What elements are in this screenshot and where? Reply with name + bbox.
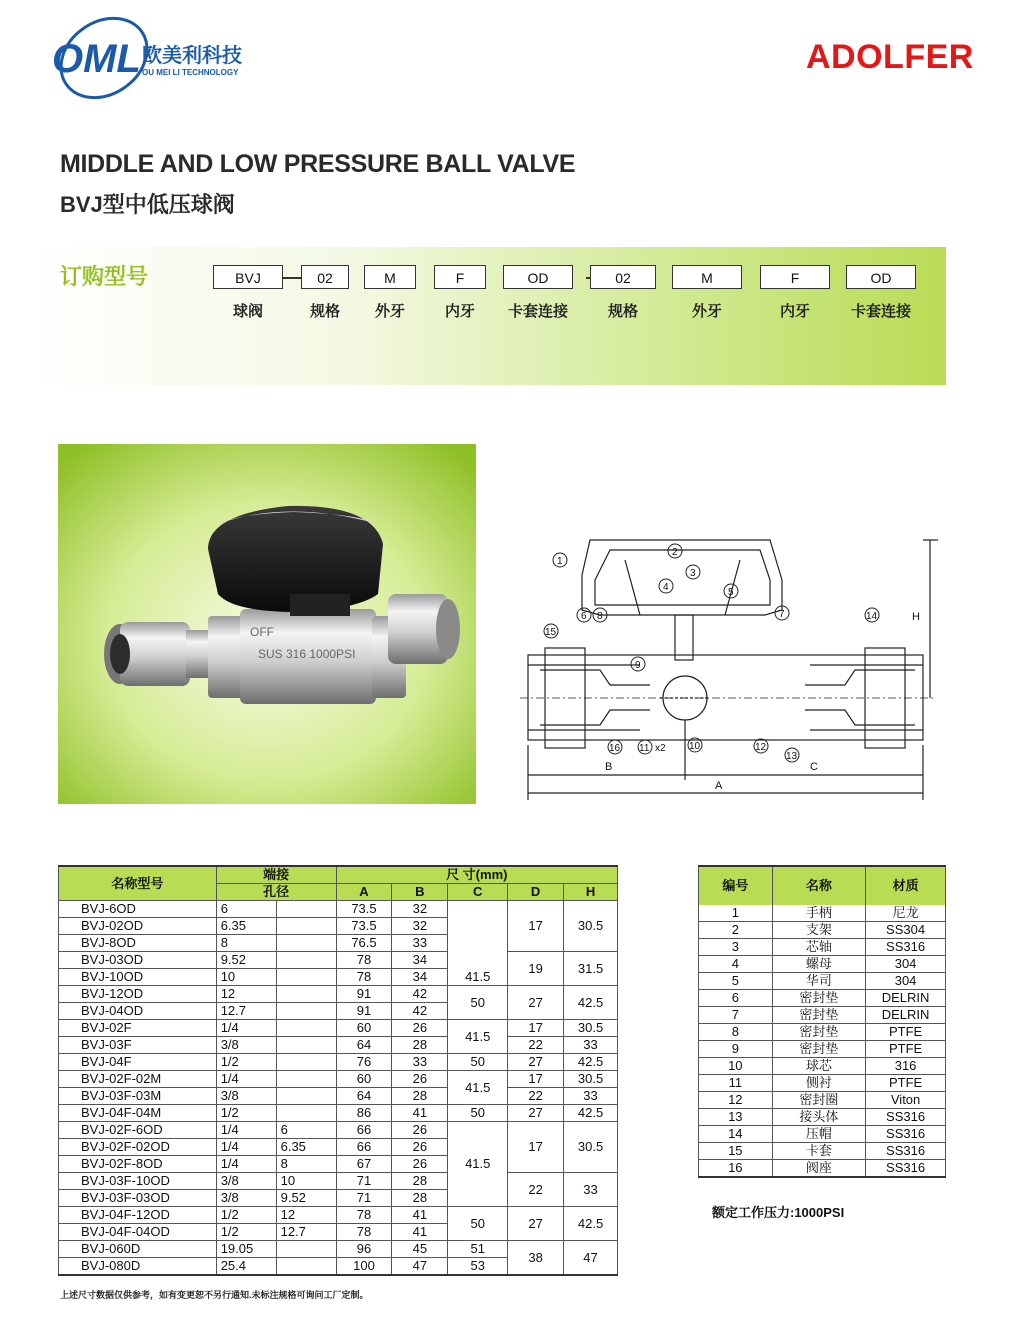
table-row: BVJ-8OD 8 76.5 33 — [59, 935, 618, 952]
callout: 4 — [663, 582, 669, 593]
callout: 11 — [639, 743, 650, 754]
callout: 3 — [690, 568, 696, 579]
code-box-size: 02 — [301, 265, 349, 289]
part-material: PTFE — [866, 1024, 946, 1041]
parts-row — [699, 922, 946, 939]
part-number: 10 — [699, 1058, 773, 1075]
page-title-en: MIDDLE AND LOW PRESSURE BALL VALVE — [60, 150, 576, 178]
code-box-male-2: M — [672, 265, 742, 289]
code-box-od-2: OD — [846, 265, 916, 289]
callout: 5 — [728, 587, 734, 598]
table-row: BVJ-03F-03OD 3/8 9.52 71 28 — [59, 1190, 618, 1207]
code-caption: 规格 — [309, 303, 340, 320]
callout: 15 — [545, 627, 557, 638]
part-name: 密封垫 — [772, 1041, 866, 1058]
part-number: 16 — [699, 1160, 773, 1178]
company-logo — [44, 6, 274, 106]
parts-row — [699, 1058, 946, 1075]
parts-row — [699, 990, 946, 1007]
part-material: Viton — [866, 1092, 946, 1109]
parts-row — [699, 1007, 946, 1024]
parts-row — [699, 1041, 946, 1058]
code-box-valve: BVJ — [213, 265, 283, 289]
table-row: BVJ-03F-03M 3/8 64 28 22 33 — [59, 1088, 618, 1105]
part-number: 2 — [699, 922, 773, 939]
parts-row — [699, 905, 946, 922]
table-row: BVJ-04OD 12.7 91 42 — [59, 1003, 618, 1020]
part-material: SS304 — [866, 922, 946, 939]
dim-label-c: C — [810, 761, 818, 773]
code-caption: 内牙 — [444, 303, 475, 320]
part-material: 316 — [866, 1058, 946, 1075]
part-material: SS316 — [866, 1143, 946, 1160]
table-row: BVJ-04F 1/2 76 33 50 27 42.5 — [59, 1054, 618, 1071]
code-caption: 卡套连接 — [507, 303, 568, 320]
dim-label-b: B — [605, 761, 613, 773]
parts-row — [699, 939, 946, 956]
code-caption: 规格 — [607, 303, 638, 320]
table-row: BVJ-060D 19.05 96 45 51 38 47 — [59, 1241, 618, 1258]
callout: 9 — [635, 660, 641, 671]
code-caption: 外牙 — [691, 303, 722, 320]
table-row: BVJ-12OD 12 91 42 50 27 42.5 — [59, 986, 618, 1003]
part-name: 密封圈 — [772, 1092, 866, 1109]
header-c: C — [448, 884, 508, 901]
parts-row — [699, 1075, 946, 1092]
parts-table — [698, 865, 946, 1178]
header-no: 编号 — [699, 866, 773, 905]
part-material: 304 — [866, 956, 946, 973]
part-name: 支架 — [772, 922, 866, 939]
part-name: 接头体 — [772, 1109, 866, 1126]
part-number: 7 — [699, 1007, 773, 1024]
table-row: BVJ-02F-8OD 1/4 8 67 26 — [59, 1156, 618, 1173]
part-name: 密封垫 — [772, 990, 866, 1007]
table-row: BVJ-04F-04OD 1/2 12.7 78 41 — [59, 1224, 618, 1241]
table-row: BVJ-04F-04M 1/2 86 41 50 27 42.5 — [59, 1105, 618, 1122]
callout: 1 — [557, 556, 563, 567]
part-material: PTFE — [866, 1041, 946, 1058]
parts-row — [699, 1126, 946, 1143]
part-name: 卡套 — [772, 1143, 866, 1160]
code-caption: 球阀 — [232, 303, 263, 320]
part-material: SS316 — [866, 1126, 946, 1143]
table-row: BVJ-6OD 6 73.5 32 41.5 17 30.5 — [59, 901, 618, 918]
callout: 8 — [597, 611, 603, 622]
header-bore: 孔径 — [216, 884, 336, 901]
header-material: 材质 — [866, 866, 946, 905]
code-caption: 卡套连接 — [850, 303, 911, 320]
part-number: 1 — [699, 905, 773, 922]
part-number: 15 — [699, 1143, 773, 1160]
part-number: 8 — [699, 1024, 773, 1041]
table-row: BVJ-080D 25.4 100 47 53 — [59, 1258, 618, 1276]
logo-letters: OML — [52, 37, 141, 81]
code-box-female-2: F — [760, 265, 830, 289]
part-number: 13 — [699, 1109, 773, 1126]
rated-pressure: 额定工作压力:1000PSI — [712, 1205, 845, 1220]
header-end: 端接 — [216, 866, 336, 884]
code-box-od: OD — [503, 265, 573, 289]
page-title-cn: BVJ型中低压球阀 — [60, 192, 235, 217]
part-name: 球芯 — [772, 1058, 866, 1075]
part-name: 螺母 — [772, 956, 866, 973]
table-row: BVJ-02F 1/4 60 26 41.5 17 30.5 — [59, 1020, 618, 1037]
table-row: BVJ-02F-02OD 1/4 6.35 66 26 — [59, 1139, 618, 1156]
code-box-male: M — [364, 265, 416, 289]
part-name: 阀座 — [772, 1160, 866, 1178]
part-material: PTFE — [866, 1075, 946, 1092]
part-material: SS316 — [866, 939, 946, 956]
part-material: DELRIN — [866, 990, 946, 1007]
part-number: 3 — [699, 939, 773, 956]
part-number: 12 — [699, 1092, 773, 1109]
part-name: 华司 — [772, 973, 866, 990]
table-row: BVJ-03OD 9.52 78 34 19 31.5 — [59, 952, 618, 969]
parts-row — [699, 1143, 946, 1160]
table-row: BVJ-03F-10OD 3/8 10 71 28 22 33 — [59, 1173, 618, 1190]
part-material: 304 — [866, 973, 946, 990]
logo-en-name: OU MEI LI TECHNOLOGY — [142, 68, 239, 77]
part-material: SS316 — [866, 1160, 946, 1178]
callout: 2 — [672, 547, 678, 558]
part-number: 5 — [699, 973, 773, 990]
dim-label-a: A — [715, 780, 723, 792]
engraving-material: SUS 316 1000PSI — [258, 647, 356, 661]
parts-row — [699, 1092, 946, 1109]
callout-multiplier: x2 — [655, 743, 666, 754]
part-number: 4 — [699, 956, 773, 973]
part-name: 密封垫 — [772, 1007, 866, 1024]
table-row: BVJ-02F-6OD 1/4 6 66 26 41.5 17 30.5 — [59, 1122, 618, 1139]
technical-drawing — [520, 520, 980, 800]
part-name: 侧衬 — [772, 1075, 866, 1092]
code-caption: 外牙 — [374, 303, 405, 320]
part-name: 密封垫 — [772, 1024, 866, 1041]
code-connector — [283, 277, 301, 279]
part-number: 14 — [699, 1126, 773, 1143]
part-name: 手柄 — [772, 905, 866, 922]
table-row: BVJ-03F 3/8 64 28 22 33 — [59, 1037, 618, 1054]
table-row: BVJ-02OD 6.35 73.5 32 — [59, 918, 618, 935]
header-name: 名称型号 — [59, 866, 217, 901]
code-caption: 内牙 — [779, 303, 810, 320]
order-code-label: 订购型号 — [60, 264, 149, 289]
callout: 7 — [779, 609, 785, 620]
parts-row — [699, 956, 946, 973]
product-photo — [58, 444, 476, 804]
parts-row — [699, 1109, 946, 1126]
part-name: 芯轴 — [772, 939, 866, 956]
part-number: 9 — [699, 1041, 773, 1058]
table-row: BVJ-02F-02M 1/4 60 26 41.5 17 30.5 — [59, 1071, 618, 1088]
part-number: 11 — [699, 1075, 773, 1092]
callout: 13 — [786, 751, 798, 762]
header-b: B — [392, 884, 448, 901]
code-box-size-2: 02 — [590, 265, 656, 289]
brand-name: ADOLFER — [806, 38, 974, 76]
callout: 14 — [866, 611, 878, 622]
callout: 16 — [609, 743, 621, 754]
header-h: H — [564, 884, 618, 901]
footnote: 上述尺寸数据仅供参考，如有变更恕不另行通知.未标注规格可询问工厂定制。 — [60, 1290, 369, 1300]
dimension-table — [58, 865, 618, 1276]
parts-row — [699, 973, 946, 990]
part-material: DELRIN — [866, 1007, 946, 1024]
logo-cn-name: 欧美利科技 — [142, 43, 242, 67]
table-row: BVJ-04F-12OD 1/2 12 78 41 50 27 42.5 — [59, 1207, 618, 1224]
part-name: 压帽 — [772, 1126, 866, 1143]
header-part: 名称 — [772, 866, 866, 905]
callout: 6 — [581, 611, 587, 622]
header-a: A — [336, 884, 392, 901]
parts-row — [699, 1160, 946, 1178]
table-row: BVJ-10OD 10 78 34 — [59, 969, 618, 986]
part-material: SS316 — [866, 1109, 946, 1126]
header-d: D — [508, 884, 564, 901]
callout: 10 — [689, 741, 701, 752]
engraving-off: OFF — [250, 625, 274, 639]
header-size: 尺 寸(mm) — [336, 866, 617, 884]
part-material: 尼龙 — [866, 905, 946, 922]
callout: 12 — [755, 742, 767, 753]
dim-label-h: H — [912, 611, 920, 623]
part-number: 6 — [699, 990, 773, 1007]
parts-row — [699, 1024, 946, 1041]
code-box-female: F — [434, 265, 486, 289]
